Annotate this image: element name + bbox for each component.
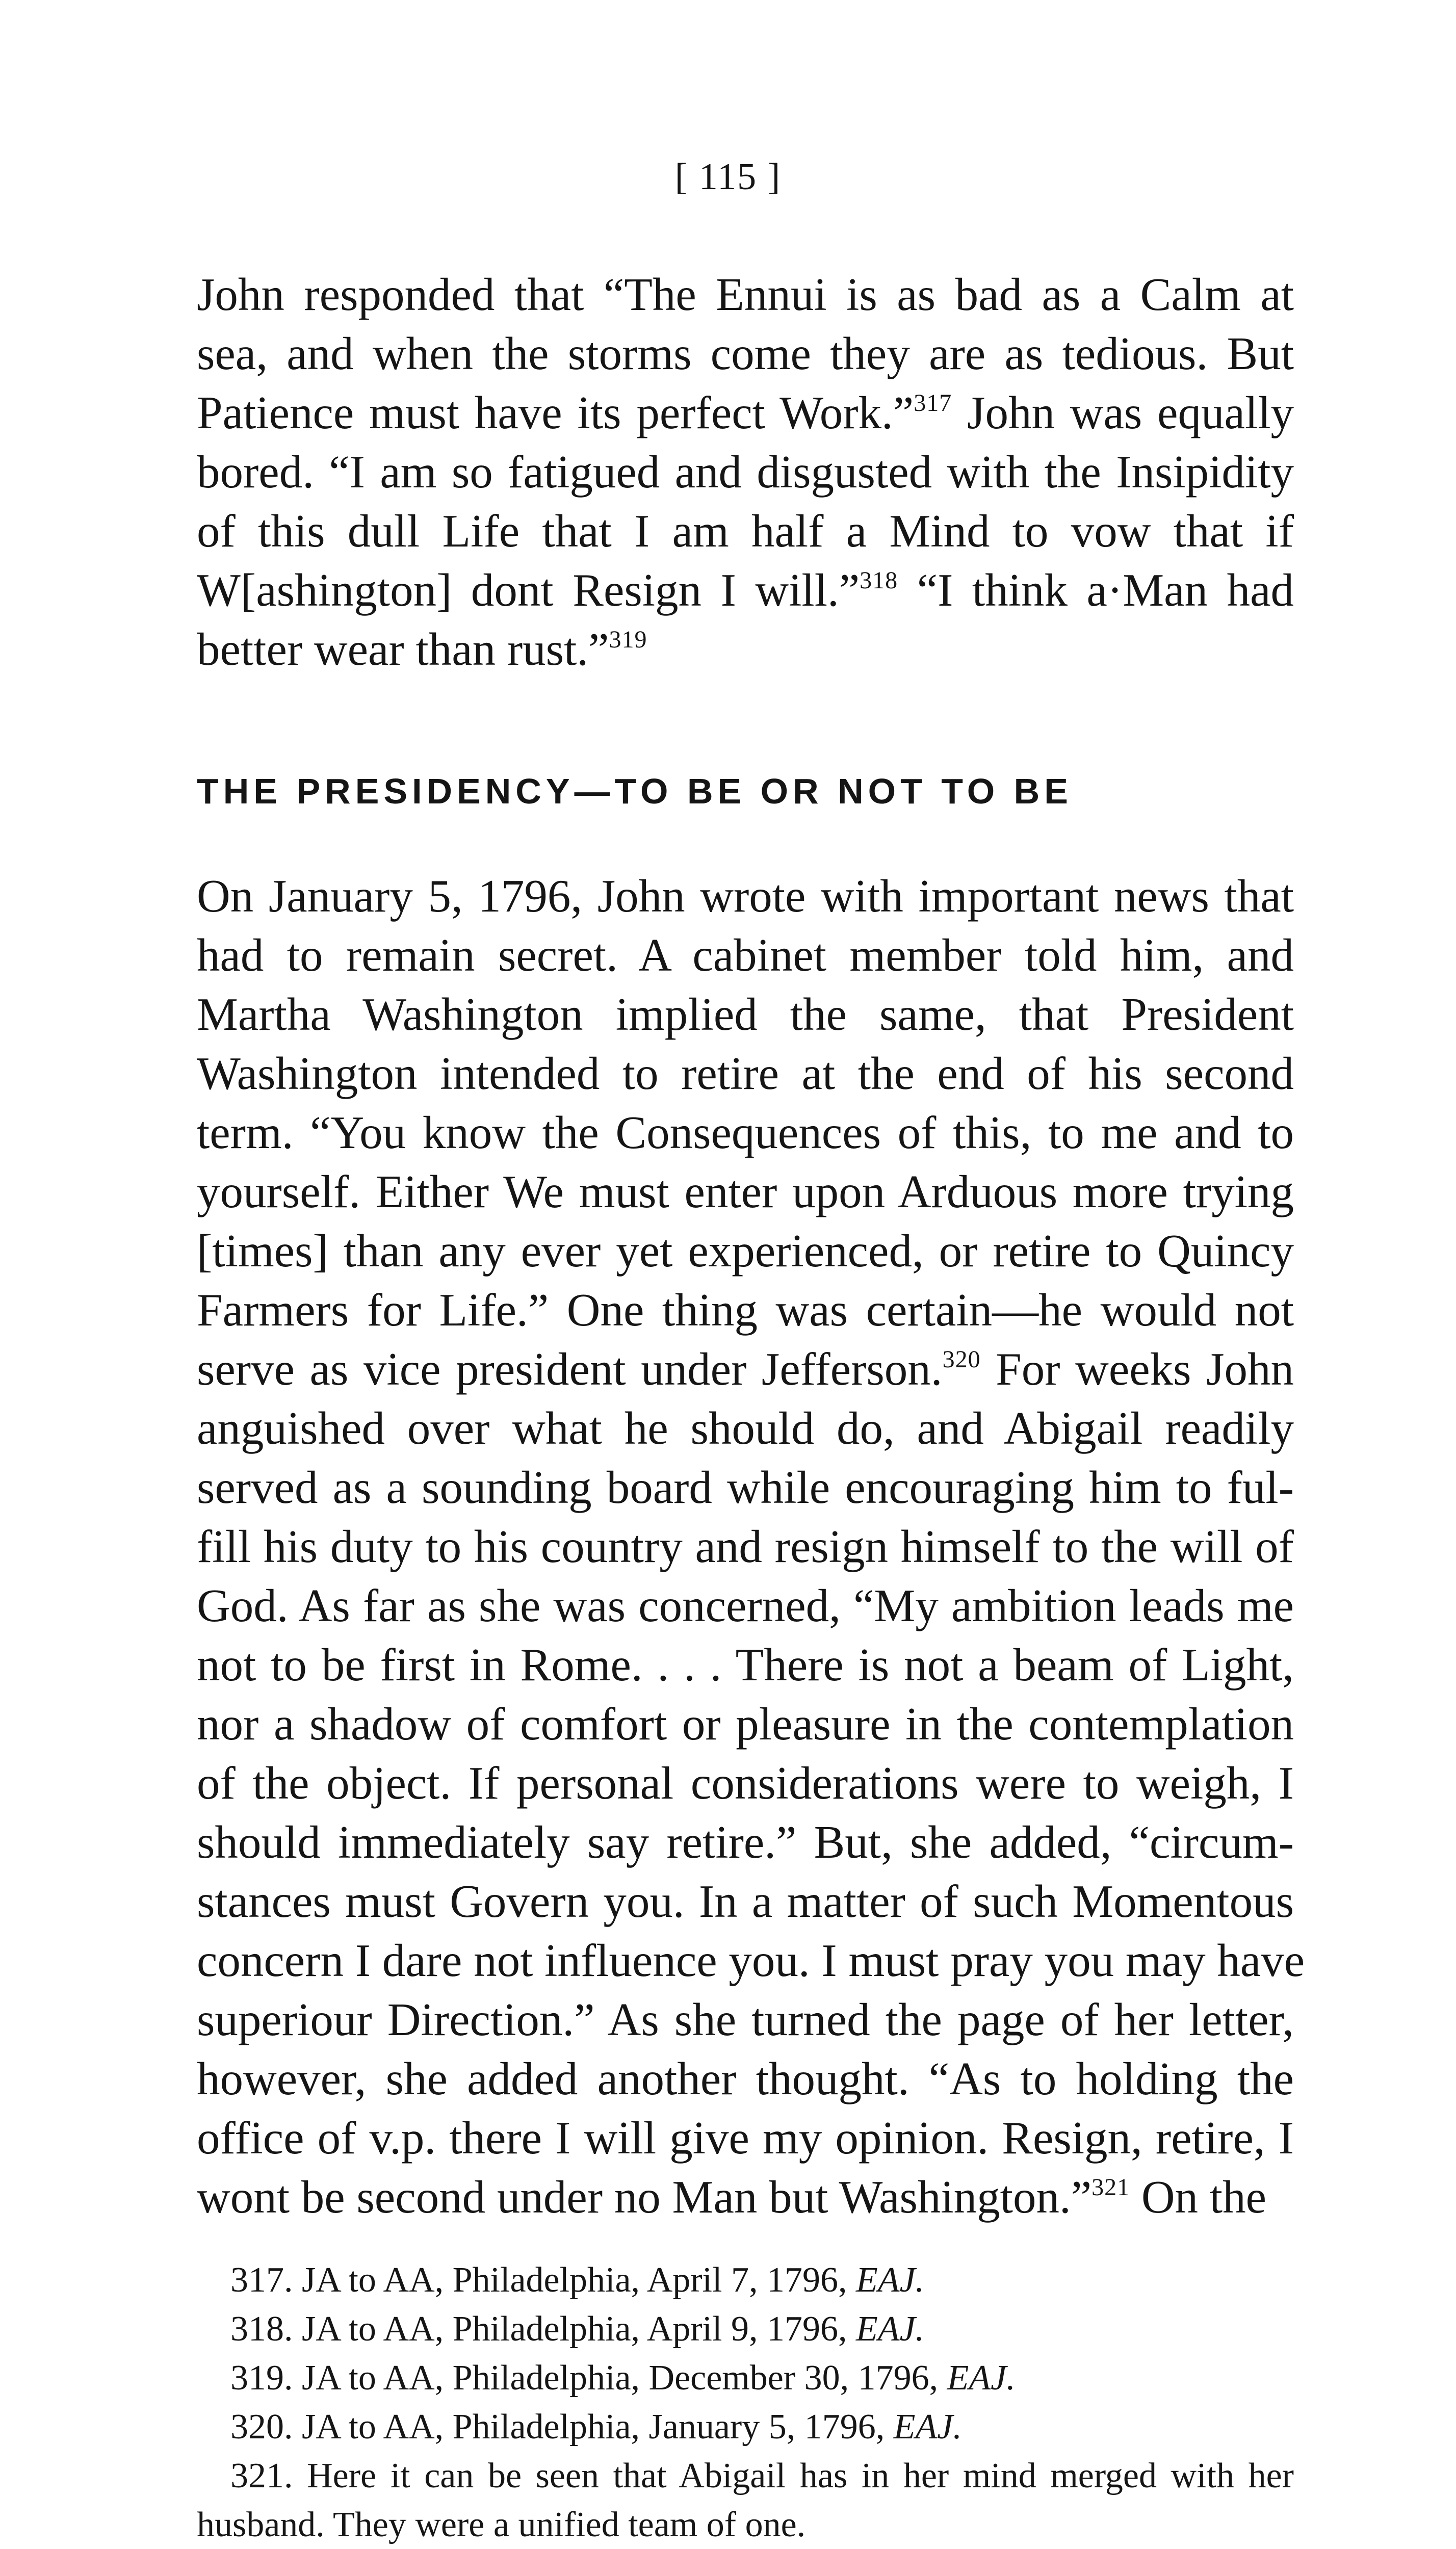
line-text: Washington intended to retire at the end of his second xyxy=(197,1048,1294,1099)
line-text: better wear than rust.” xyxy=(197,623,609,675)
line-text: John responded that “The Ennui is as bad as a Calm at xyxy=(197,269,1294,320)
line-text: wont be second under no Man but Washington.” xyxy=(197,2171,1092,2223)
footnote-source: EAJ. xyxy=(947,2358,1016,2398)
footnote xyxy=(197,2452,1294,2501)
text-line xyxy=(197,1576,1294,1635)
text-line xyxy=(197,443,1294,502)
text-line xyxy=(197,1754,1294,1813)
text-line xyxy=(197,1695,1294,1754)
line-text: On January 5, 1796, John wrote with important news that xyxy=(197,870,1294,922)
text-line xyxy=(197,502,1294,561)
footnote-source: EAJ. xyxy=(893,2407,962,2447)
footnote-text: 321. Here it can be seen that Abigail has in her mind merged with her xyxy=(230,2456,1294,2495)
footnote-reference[interactable]: 318 xyxy=(860,567,898,594)
line-text-after: John was equally xyxy=(952,387,1294,438)
line-text: superiour Direction.” As she turned the page of her letter, xyxy=(197,1994,1294,2045)
footnote xyxy=(197,2305,1294,2354)
line-text: yourself. Either We must enter upon Arduous more trying xyxy=(197,1166,1294,1217)
footnote-text: 319. JA to AA, Philadelphia, December 30, 1796, xyxy=(230,2358,947,2398)
line-text: had to remain secret. A cabinet member told him, and xyxy=(197,929,1294,981)
text-line xyxy=(197,1458,1294,1517)
footnote xyxy=(197,2256,1294,2305)
text-line xyxy=(197,2109,1294,2168)
text-line xyxy=(197,1517,1294,1576)
line-text: nor a shadow of comfort or pleasure in the contemplation xyxy=(197,1698,1294,1750)
footnote-reference[interactable]: 317 xyxy=(914,389,952,417)
text-line xyxy=(197,1103,1294,1162)
line-text: [times] than any ever yet experienced, or retire to Quincy xyxy=(197,1225,1294,1277)
line-text: concern I dare not influence you. I must pray you may have xyxy=(197,1935,1305,1986)
line-text: of this dull Life that I am half a Mind to vow that if xyxy=(197,505,1294,557)
text-line xyxy=(197,2168,1294,2227)
footnote xyxy=(197,2403,1294,2452)
paragraph-1 xyxy=(197,265,1294,679)
text-line xyxy=(197,265,1294,324)
line-text: sea, and when the storms come they are as tedious. But xyxy=(197,328,1294,379)
text-line xyxy=(197,1399,1294,1458)
line-text-after: On the xyxy=(1130,2171,1266,2223)
line-text: of the object. If personal considerations were to weigh, I xyxy=(197,1757,1294,1809)
line-text: served as a sounding board while encouraging him to ful- xyxy=(197,1462,1294,1513)
line-text: not to be first in Rome. . . . There is not a beam of Light, xyxy=(197,1639,1294,1690)
text-line xyxy=(197,985,1294,1044)
text-line xyxy=(197,383,1294,443)
line-text: fill his duty to his country and resign himself to the will of xyxy=(197,1521,1294,1572)
line-text: God. As far as she was concerned, “My ambition leads me xyxy=(197,1580,1294,1631)
line-text: office of v.p. there I will give my opinion. Resign, retire, I xyxy=(197,2112,1294,2164)
text-line xyxy=(197,2049,1294,2109)
text-line xyxy=(197,324,1294,383)
text-line xyxy=(197,867,1294,926)
section-heading: THE PRESIDENCY—TO BE OR NOT TO BE xyxy=(197,771,1073,811)
footnote-source: EAJ. xyxy=(855,2260,925,2300)
footnote-source: EAJ. xyxy=(855,2309,925,2349)
text-line xyxy=(197,1813,1294,1872)
line-text: W[ashington] dont Resign I will.” xyxy=(197,564,860,616)
page-number: [ 115 ] xyxy=(674,156,782,198)
line-text: Farmers for Life.” One thing was certain—he would not xyxy=(197,1284,1294,1336)
text-line xyxy=(197,561,1294,620)
line-text: Martha Washington implied the same, that President xyxy=(197,989,1294,1040)
text-line xyxy=(197,1281,1294,1340)
line-text-after: “I think a·Man had xyxy=(898,564,1294,616)
footnote-reference[interactable]: 319 xyxy=(609,626,647,653)
line-text: however, she added another thought. “As to holding the xyxy=(197,2053,1294,2104)
line-text: serve as vice president under Jefferson. xyxy=(197,1343,943,1395)
line-text: bored. “I am so fatigued and disgusted with the Insipidity xyxy=(197,446,1294,498)
text-line xyxy=(197,620,1294,679)
line-text: should immediately say retire.” But, she added, “circum- xyxy=(197,1816,1294,1868)
text-line xyxy=(197,926,1294,985)
text-line xyxy=(197,1931,1305,1990)
footnotes xyxy=(197,2256,1294,2549)
footnote xyxy=(197,2354,1294,2403)
paragraph-2 xyxy=(197,867,1305,2227)
footnote xyxy=(197,2501,1294,2549)
text-line xyxy=(197,1340,1294,1399)
footnote-text: 320. JA to AA, Philadelphia, January 5, 1796, xyxy=(230,2407,894,2447)
text-line xyxy=(197,1044,1294,1103)
line-text: term. “You know the Consequences of this, to me and to xyxy=(197,1107,1294,1158)
text-line xyxy=(197,1221,1294,1281)
footnote-text: husband. They were a unified team of one. xyxy=(197,2505,806,2544)
text-line xyxy=(197,1872,1294,1931)
footnote-reference[interactable]: 321 xyxy=(1091,2174,1130,2201)
text-line xyxy=(197,1162,1294,1221)
text-line xyxy=(197,1635,1294,1695)
line-text: Patience must have its perfect Work.” xyxy=(197,387,914,438)
line-text: stances must Govern you. In a matter of such Momentous xyxy=(197,1876,1294,1927)
footnote-text: 317. JA to AA, Philadelphia, April 7, 1796, xyxy=(230,2260,856,2300)
footnote-text: 318. JA to AA, Philadelphia, April 9, 1796, xyxy=(230,2309,856,2349)
footnote-reference[interactable]: 320 xyxy=(942,1346,981,1373)
text-line xyxy=(197,1990,1294,2049)
line-text: anguished over what he should do, and Abigail readily xyxy=(197,1402,1294,1454)
line-text-after: For weeks John xyxy=(980,1343,1294,1395)
